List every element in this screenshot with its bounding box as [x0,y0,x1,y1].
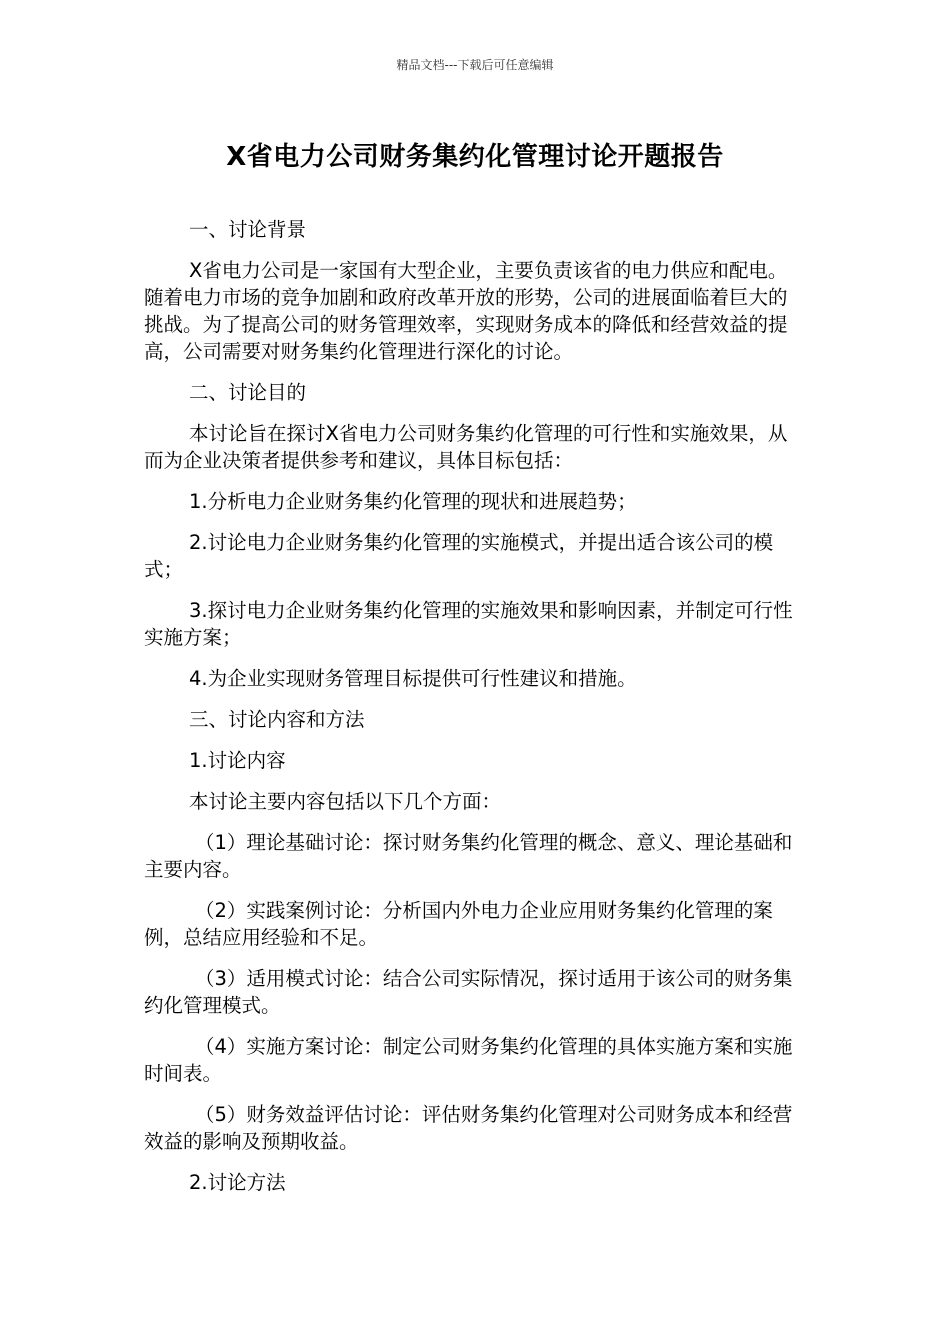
subheading-methods: 2.讨论方法 [189,1171,286,1194]
section-heading-background: 一、讨论背景 [189,218,307,241]
goal-item-3: 3.探讨电力企业财务集约化管理的实施效果和影响因素，并制定可行性实施方案； [144,599,793,649]
document-body [144,216,806,1210]
paragraph-background: X省电力公司是一家国有大型企业，主要负责该省的电力供应和配电。随着电力市场的竞争加剧和政府改革开放的形势，公司的进展面临着巨大的挑战。为了提高公司的财务管理效率，实现财务成本的降低和经营效益的提高，公司需要对财务集约化管理进行深化的讨论。 [144,259,788,363]
section-heading-content-methods: 三、讨论内容和方法 [189,708,365,731]
section-heading-purpose: 二、讨论目的 [189,381,307,404]
content-item-4: （4）实施方案讨论：制定公司财务集约化管理的具体实施方案和实施时间表。 [144,1035,793,1085]
content-item-3: （3）适用模式讨论：结合公司实际情况，探讨适用于该公司的财务集约化管理模式。 [144,967,793,1017]
document-title: X省电力公司财务集约化管理讨论开题报告 [226,142,724,172]
subheading-content: 1.讨论内容 [189,749,286,772]
paragraph-purpose: 本讨论旨在探讨X省电力公司财务集约化管理的可行性和实施效果，从而为企业决策者提供参考和建议，具体目标包括： [144,422,788,472]
paragraph-content-intro: 本讨论主要内容包括以下几个方面： [189,790,502,813]
content-item-1: （1）理论基础讨论：探讨财务集约化管理的概念、意义、理论基础和主要内容。 [144,831,793,881]
page-header: 精品文档---下载后可任意编辑 [396,58,554,72]
content-item-5: （5）财务效益评估讨论：评估财务集约化管理对公司财务成本和经营效益的影响及预期收益。 [144,1103,793,1153]
goal-item-4: 4.为企业实现财务管理目标提供可行性建议和措施。 [189,667,637,690]
goal-item-2: 2.讨论电力企业财务集约化管理的实施模式，并提出适合该公司的模式； [144,531,774,581]
goal-item-1: 1.分析电力企业财务集约化管理的现状和进展趋势； [189,490,637,513]
content-item-2: （2）实践案例讨论：分析国内外电力企业应用财务集约化管理的案例，总结应用经验和不足。 [144,899,773,949]
